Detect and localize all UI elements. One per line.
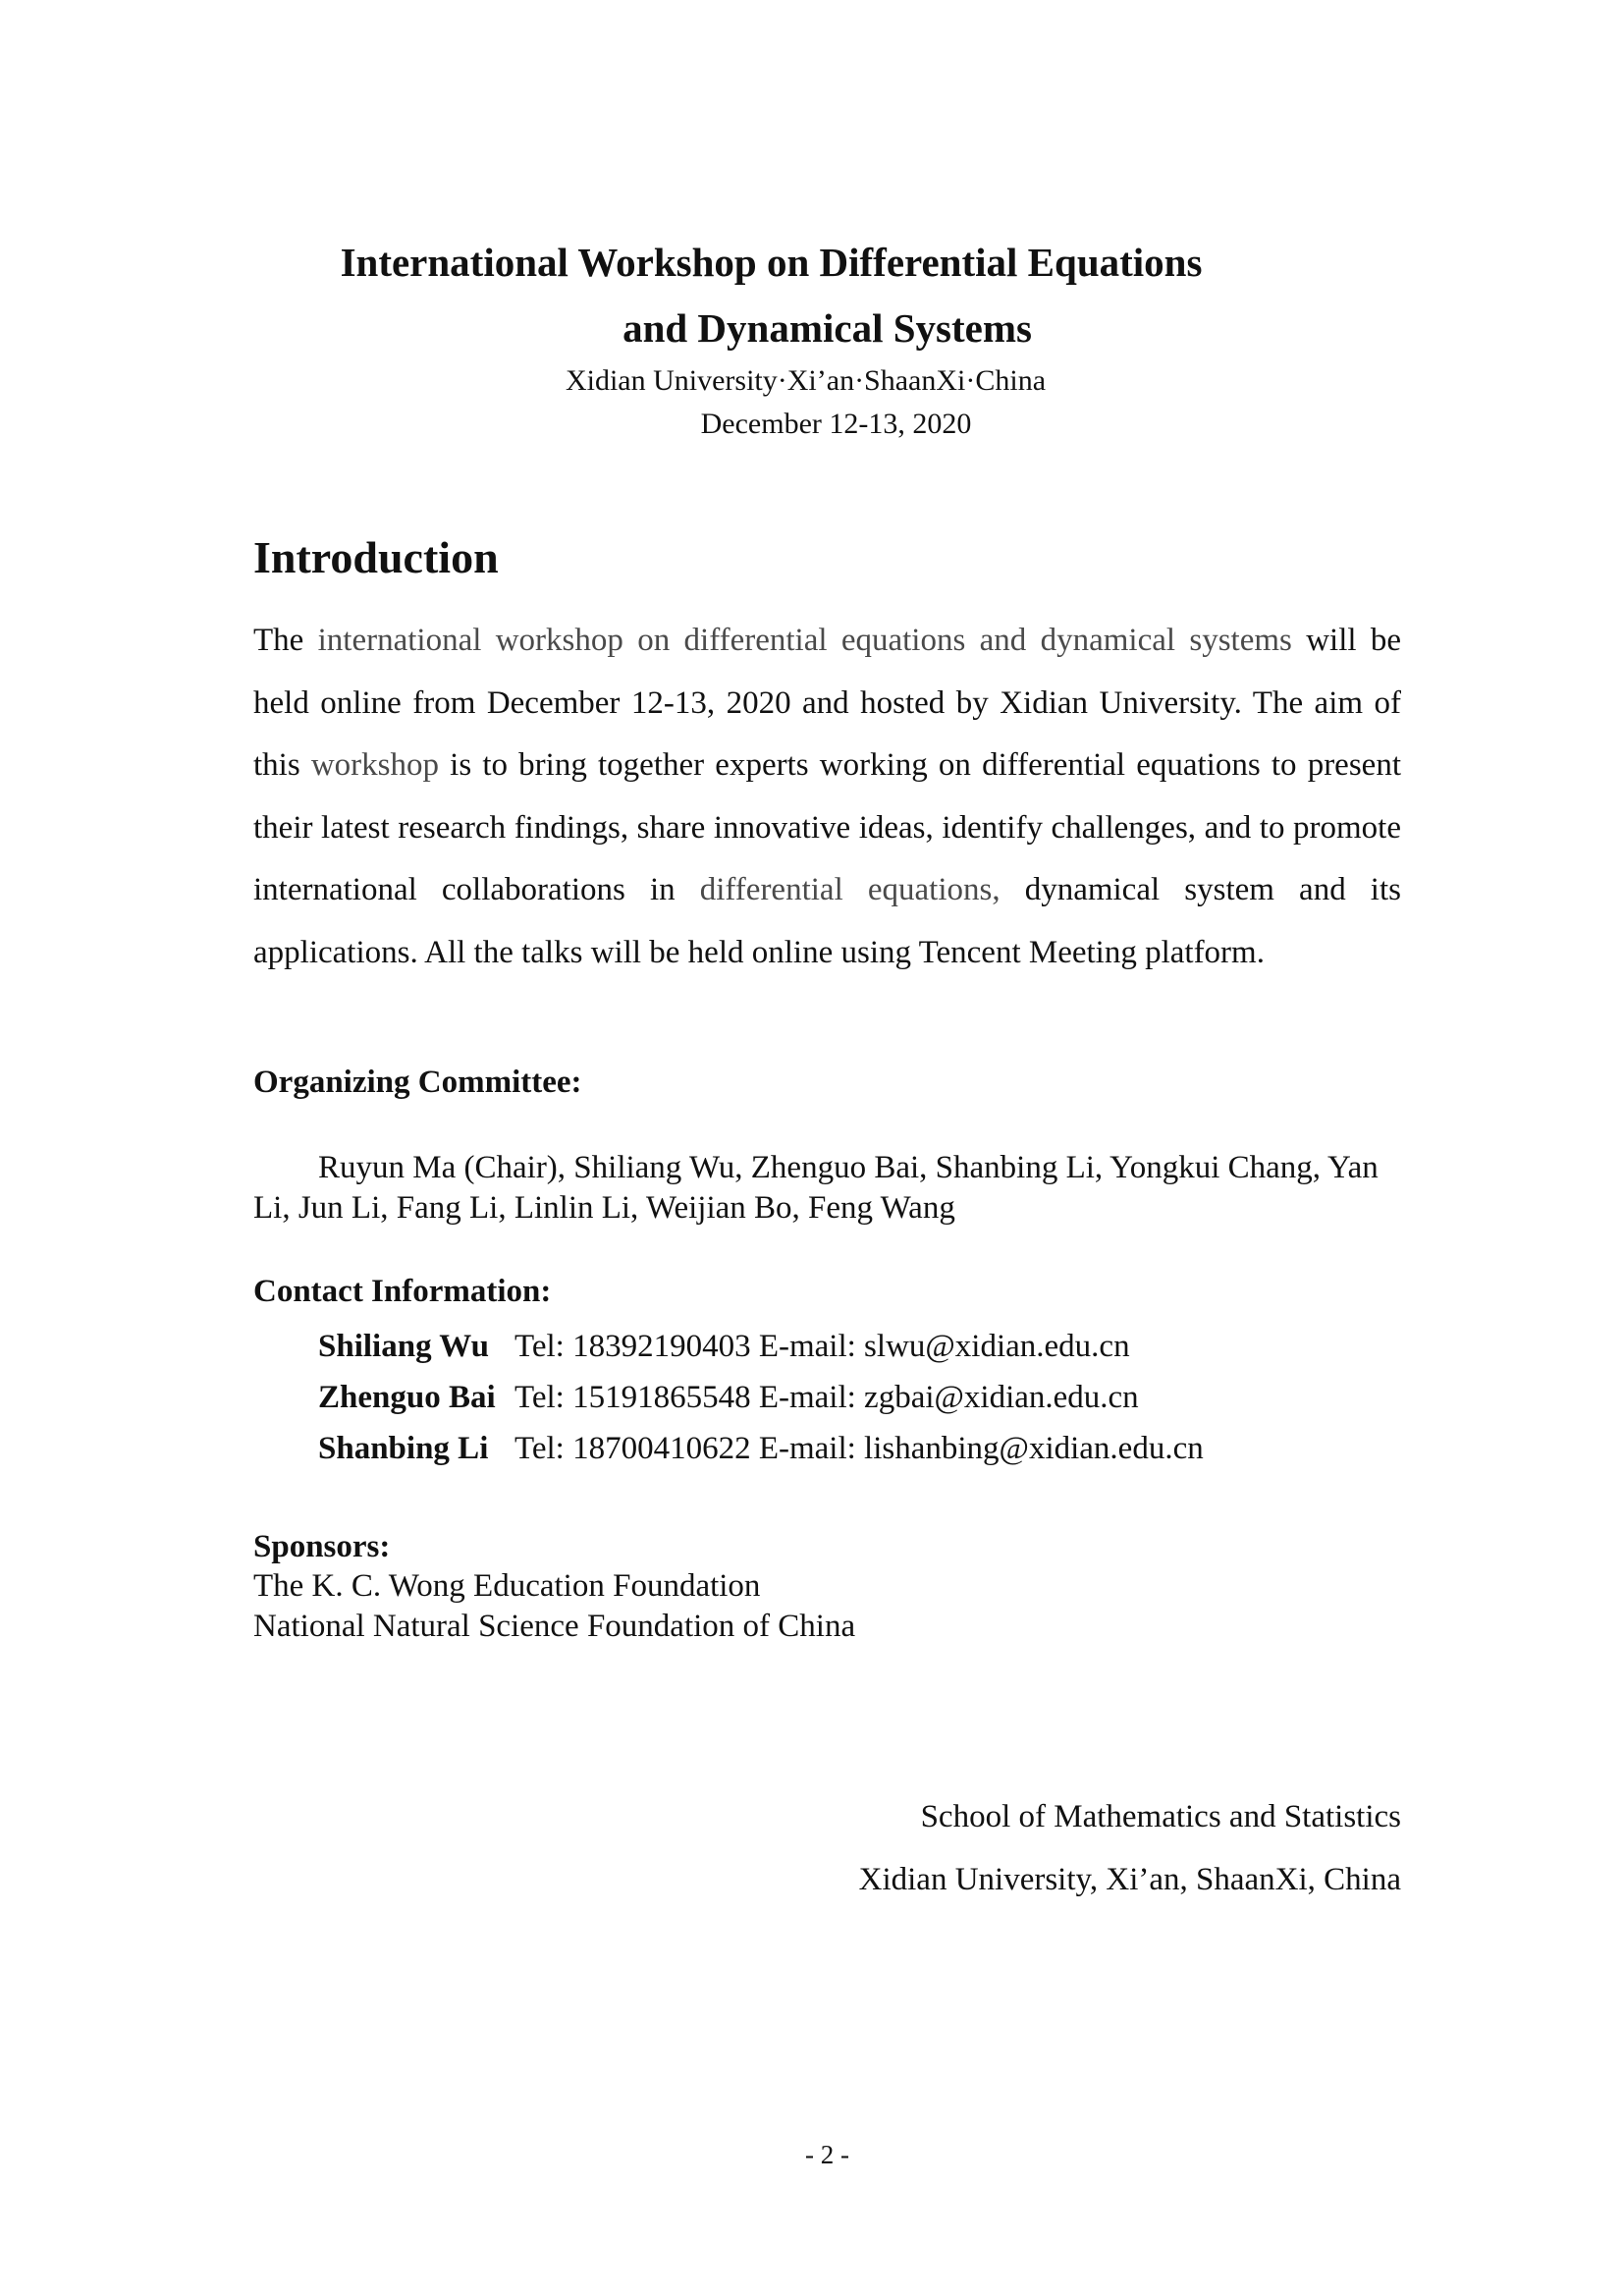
workshop-title-line1: International Workshop on Differential Equations — [340, 240, 1203, 285]
sponsor-item: National Natural Science Foundation of China — [253, 1609, 856, 1644]
venue-line: Xidian University·Xi’an·ShaanXi·China — [565, 364, 1047, 397]
sponsor-list — [253, 1566, 1401, 1647]
organizing-committee-members: Ruyun Ma (Chair), Shiliang Wu, Zhenguo Bai, Shanbing Li, Yongkui Chang, Yan Li, Jun Li, Fang Li, Linlin Li, Weijian Bo, Feng Wang — [253, 1150, 1379, 1226]
closing-university-line: Xidian University, Xi’an, ShaanXi, China — [858, 1862, 1401, 1897]
closing-block — [253, 1785, 1401, 1911]
text-segment: The — [253, 623, 318, 658]
document-content — [253, 0, 1401, 1911]
sponsor-item: The K. C. Wong Education Foundation — [253, 1568, 761, 1604]
contact-row — [253, 1321, 1401, 1372]
muted-text-segment: international workshop on differential equations and dynamical systems — [317, 623, 1292, 658]
contact-name: Zhenguo Bai — [318, 1380, 496, 1415]
dates-line: December 12-13, 2020 — [700, 408, 972, 440]
contact-row — [253, 1423, 1401, 1474]
contact-name: Shanbing Li — [318, 1431, 489, 1466]
introduction-heading: Introduction — [253, 532, 499, 582]
muted-text-segment: workshop — [310, 747, 440, 783]
text-segment: dynamical system and its applications. All the talks will be held online using Tencent Meeting platform. — [253, 872, 1401, 970]
text-segment: is to bring together experts working on differential equations to present their latest research findings, share innovative ideas, identify challenges, and to promote international collaborations in — [253, 747, 1401, 907]
contact-details: Tel: 18700410622 E-mail: lishanbing@xidian.edu.cn — [514, 1431, 1204, 1466]
contact-row — [253, 1372, 1401, 1423]
text-segment: will be held online from December 12-13, 2020 and hosted by Xidian University. The aim of this — [253, 623, 1401, 783]
contact-name: Shiliang Wu — [318, 1329, 489, 1364]
page-number: - 2 - — [805, 2140, 849, 2169]
introduction-paragraph — [253, 610, 1401, 984]
organizing-committee-heading: Organizing Committee: — [253, 1065, 582, 1100]
sponsors-heading: Sponsors: — [253, 1529, 391, 1564]
muted-text-segment: differential equations, — [699, 872, 1001, 907]
contact-information-heading: Contact Information: — [253, 1274, 552, 1309]
contact-details: Tel: 15191865548 E-mail: zgbai@xidian.edu.cn — [514, 1380, 1139, 1415]
contact-list — [253, 1321, 1401, 1474]
closing-school-line: School of Mathematics and Statistics — [920, 1799, 1401, 1834]
workshop-title-line2: and Dynamical Systems — [622, 305, 1032, 351]
contact-details: Tel: 18392190403 E-mail: slwu@xidian.edu.cn — [514, 1329, 1130, 1364]
